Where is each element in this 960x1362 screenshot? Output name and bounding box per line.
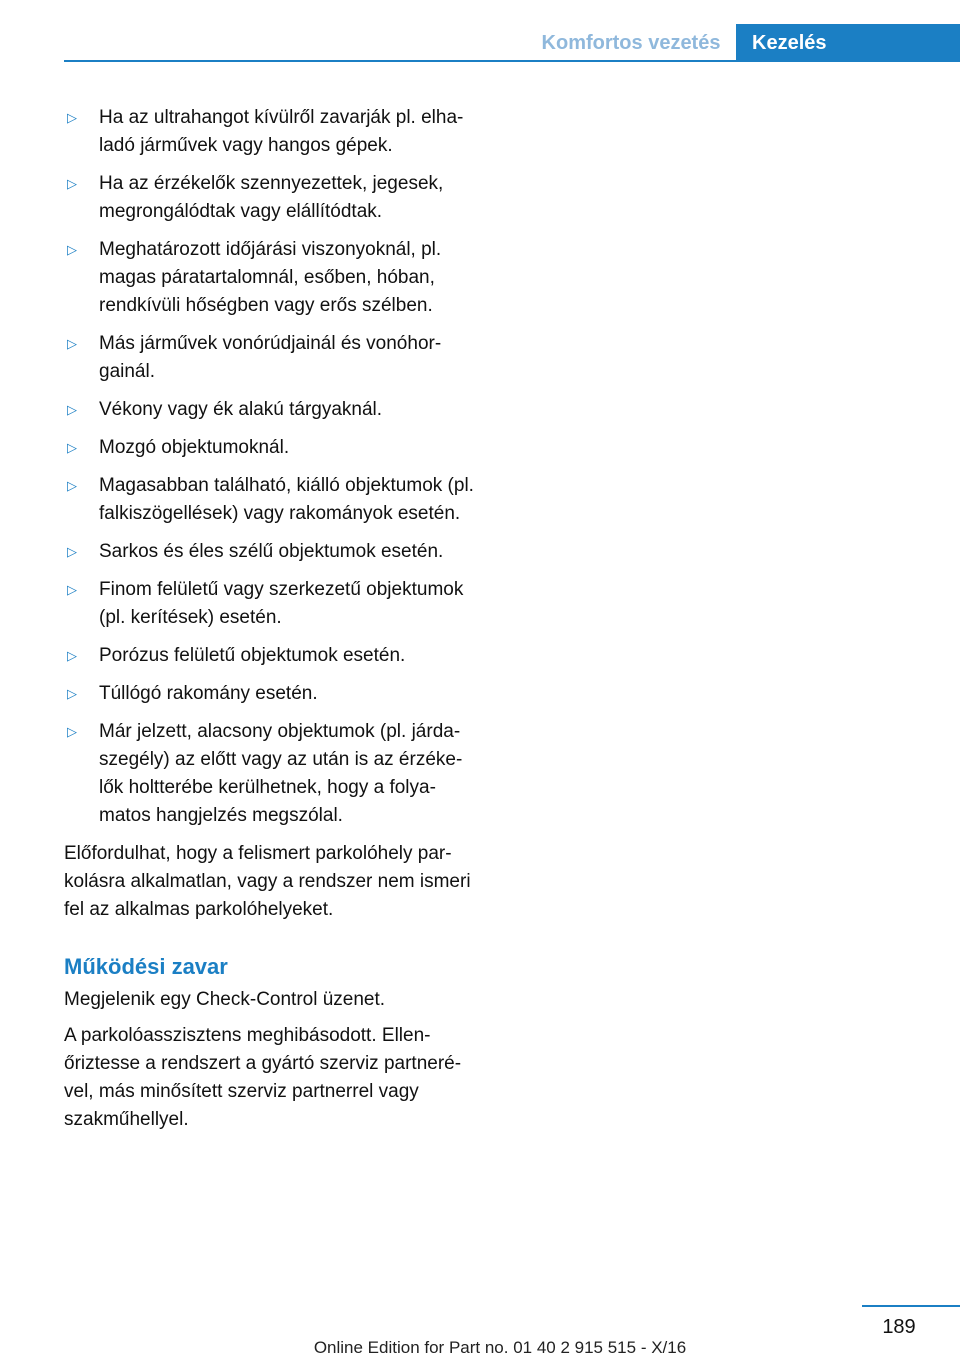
footer-rule — [862, 1305, 960, 1307]
paragraph-service: A parkolóasszisztens meghibásodott. Ellenőriztesse a rendszert a gyártó szerviz partnerével, más minősített szerviz partnerrel vagy szakműhellyel. — [64, 1025, 462, 1130]
page-content — [64, 104, 480, 1142]
list-item: ▷ Ha az ultrahangot kívülről zavarják pl. elhaladó járművek vagy hangos gépek. — [64, 104, 480, 160]
list-item: ▷ Ha az érzékelők szennyezettek, jegesek, megrongálódtak vagy elállítódtak. — [64, 170, 480, 226]
list-item: ▷ Más járművek vonórúdjainál és vonóhorgainál. — [64, 330, 480, 386]
triangle-bullet-icon: ▷ — [67, 336, 77, 351]
list-item: ▷ Mozgó objektumoknál. — [64, 434, 480, 462]
triangle-bullet-icon: ▷ — [67, 402, 77, 417]
list-item: ▷ Porózus felületű objektumok esetén. — [64, 642, 480, 670]
list-item: ▷ Meghatározott időjárási viszonyoknál, pl. magas páratartalomnál, esőben, hóban, rendkívüli hőségben vagy erős szélben. — [64, 236, 480, 320]
edition-note: Online Edition for Part no. 01 40 2 915 515 - X/16 — [313, 1338, 687, 1357]
page-number: 189 — [882, 1316, 916, 1338]
list-item: ▷ Túllógó rakomány esetén. — [64, 680, 480, 708]
triangle-bullet-icon: ▷ — [67, 582, 77, 597]
list-item: ▷ Finom felületű vagy szerkezetű objektumok (pl. kerítések) esetén. — [64, 576, 480, 632]
triangle-bullet-icon: ▷ — [67, 648, 77, 663]
list-item: ▷ Sarkos és éles szélű objektumok esetén. — [64, 538, 480, 566]
limitations-list — [64, 104, 480, 830]
triangle-bullet-icon: ▷ — [67, 242, 77, 257]
list-item: ▷ Magasabban található, kiálló objektumok (pl. falkiszögellések) vagy rakományok esetén. — [64, 472, 480, 528]
triangle-bullet-icon: ▷ — [67, 724, 77, 739]
triangle-bullet-icon: ▷ — [67, 440, 77, 455]
triangle-bullet-icon: ▷ — [67, 478, 77, 493]
list-item: ▷ Már jelzett, alacsony objektumok (pl. járdaszegély) az előtt vagy az után is az érzékelők holtterébe kerülhetnek, hogy a folyamatos hangjelzés megszólal. — [64, 718, 480, 830]
list-item: ▷ Vékony vagy ék alakú tárgyaknál. — [64, 396, 480, 424]
triangle-bullet-icon: ▷ — [67, 176, 77, 191]
header-rule — [64, 60, 960, 62]
triangle-bullet-icon: ▷ — [67, 686, 77, 701]
triangle-bullet-icon: ▷ — [67, 110, 77, 125]
header-chapter-tab: Kezelés — [736, 24, 960, 62]
section-title-malfunction: Működési zavar — [64, 954, 228, 979]
paragraph-parking-space: Előfordulhat, hogy a felismert parkolóhely parkolásra alkalmatlan, vagy a rendszer nem ismeri fel az alkalmas parkolóhelyeket. — [64, 843, 471, 920]
triangle-bullet-icon: ▷ — [67, 544, 77, 559]
header-section-tab: Komfortos vezetés — [541, 31, 721, 54]
paragraph-check-control: Megjelenik egy Check-Control üzenet. — [64, 989, 386, 1010]
